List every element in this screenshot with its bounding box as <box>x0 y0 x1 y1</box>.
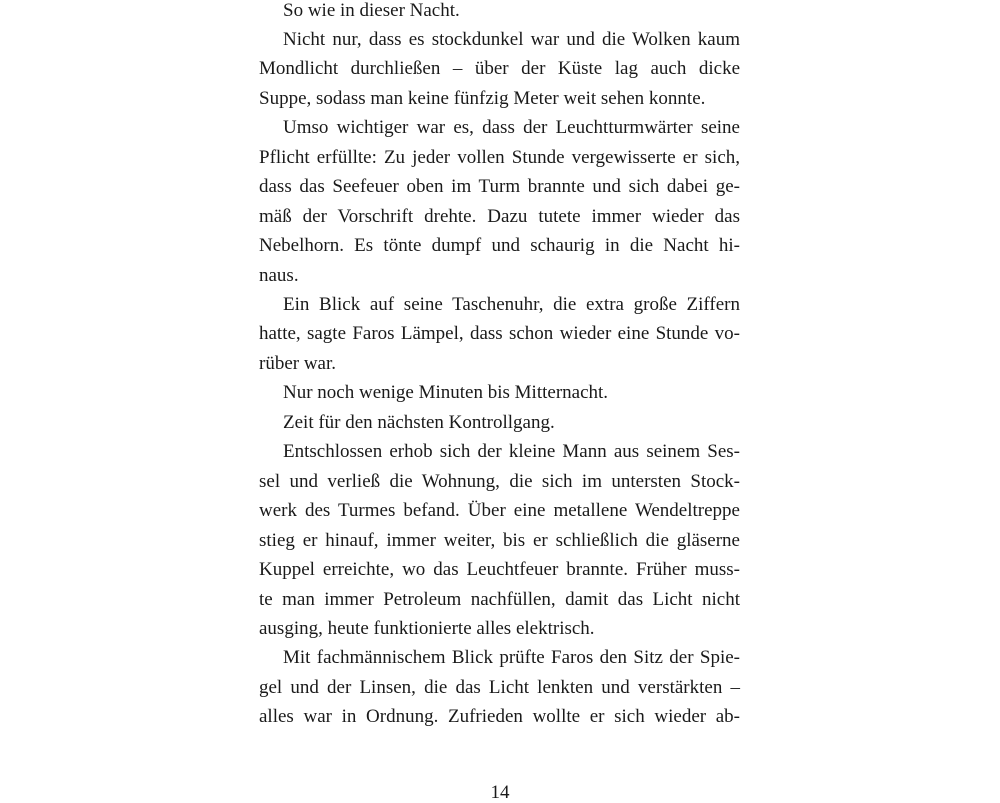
text-line: Nicht nur, dass es stockdunkel war und die Wolken kaum <box>283 29 740 50</box>
text-line: Nebelhorn. Es tönte dumpf und schaurig in die Nacht hi- <box>259 235 740 256</box>
text-line: hatte, sagte Faros Lämpel, dass schon wieder eine Stunde vo- <box>259 323 740 344</box>
text-line: sel und verließ die Wohnung, die sich im untersten Stock- <box>259 471 740 492</box>
text-line: Suppe, sodass man keine fünfzig Meter weit sehen konnte. <box>259 88 706 109</box>
text-line: ausging, heute funktionierte alles elektrisch. <box>259 618 595 639</box>
text-line: Ein Blick auf seine Taschenuhr, die extra große Ziffern <box>283 294 740 315</box>
text-line: Entschlossen erhob sich der kleine Mann aus seinem Ses- <box>283 441 740 462</box>
text-line: dass das Seefeuer oben im Turm brannte und sich dabei ge- <box>259 176 740 197</box>
text-line: Mit fachmännischem Blick prüfte Faros den Sitz der Spie- <box>283 647 740 668</box>
text-line: te man immer Petroleum nachfüllen, damit das Licht nicht <box>259 589 740 610</box>
text-line: Umso wichtiger war es, dass der Leuchtturmwärter seine <box>283 117 740 138</box>
text-line: Mondlicht durchließen – über der Küste lag auch dicke <box>259 58 740 79</box>
text-line: Nur noch wenige Minuten bis Mitternacht. <box>283 382 609 403</box>
text-line: rüber war. <box>259 353 337 374</box>
text-line: mäß der Vorschrift drehte. Dazu tutete immer wieder das <box>259 206 740 227</box>
text-line: So wie in dieser Nacht. <box>283 0 460 21</box>
text-line: Pflicht erfüllte: Zu jeder vollen Stunde vergewisserte er sich, <box>259 147 740 168</box>
text-line: naus. <box>259 265 299 286</box>
text-line: gel und der Linsen, die das Licht lenkten und verstärkten – <box>259 677 740 698</box>
text-line: stieg er hinauf, immer weiter, bis er schließlich die gläserne <box>259 530 740 551</box>
page-number: 14 <box>490 782 510 803</box>
text-line: Zeit für den nächsten Kontrollgang. <box>283 412 555 433</box>
text-line: Kuppel erreichte, wo das Leuchtfeuer brannte. Früher muss- <box>259 559 740 580</box>
text-line: alles war in Ordnung. Zufrieden wollte er sich wieder ab- <box>259 706 740 727</box>
text-line: werk des Turmes befand. Über eine metallene Wendeltreppe <box>259 500 740 521</box>
